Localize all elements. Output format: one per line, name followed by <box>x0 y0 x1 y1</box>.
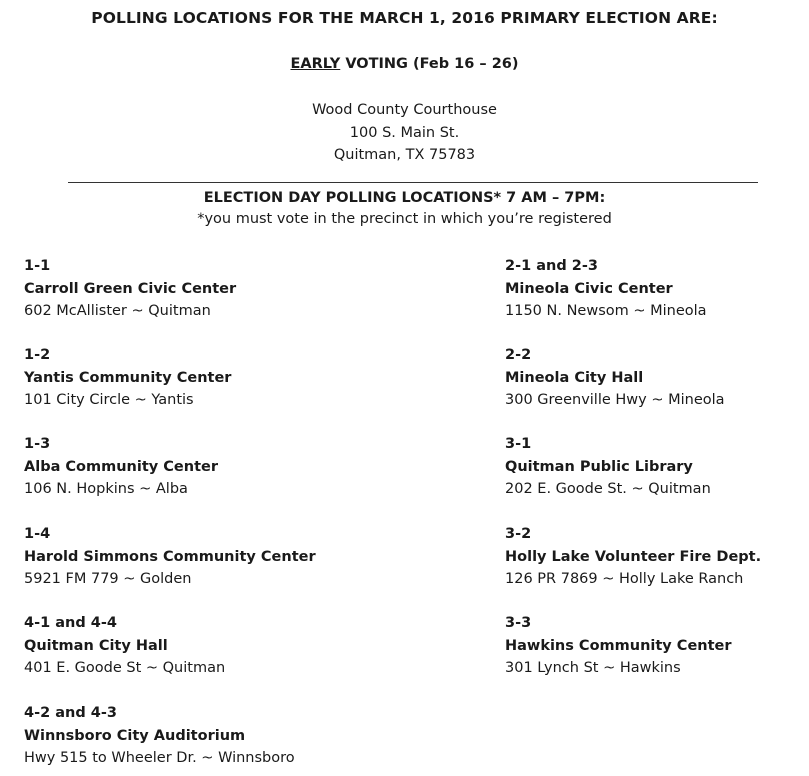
location-name: Mineola City Hall <box>505 369 644 386</box>
location-address: 101 City Circle ~ Yantis <box>24 392 194 408</box>
location-name: Carroll Green Civic Center <box>24 280 237 297</box>
location-address: 401 E. Goode St ~ Quitman <box>24 660 226 676</box>
location-block <box>24 433 218 501</box>
election-day-heading: ELECTION DAY POLLING LOCATIONS* 7 AM – 7PM: <box>203 190 606 206</box>
location-address: 106 N. Hopkins ~ Alba <box>24 481 188 497</box>
precinct-number: 1-2 <box>24 347 51 363</box>
location-address: 300 Greenville Hwy ~ Mineola <box>505 392 725 408</box>
early-voting-address <box>0 99 809 167</box>
location-address: 602 McAllister ~ Quitman <box>24 303 211 319</box>
courthouse-city: Quitman, TX 75783 <box>333 147 476 163</box>
precinct-number: 1-3 <box>24 436 51 452</box>
location-name: Quitman City Hall <box>24 637 168 654</box>
location-name: Yantis Community Center <box>24 369 232 386</box>
precinct-number: 1-4 <box>24 526 51 542</box>
location-address: 1150 N. Newsom ~ Mineola <box>505 303 707 319</box>
location-block <box>24 523 316 591</box>
location-block <box>505 523 761 591</box>
early-voting-dates: VOTING (Feb 16 – 26) <box>340 56 519 72</box>
precinct-number: 4-2 and 4-3 <box>24 705 117 721</box>
location-name: Hawkins Community Center <box>505 637 732 654</box>
precinct-number: 2-1 and 2-3 <box>505 258 598 274</box>
precinct-number: 4-1 and 4-4 <box>24 615 117 631</box>
location-name: Mineola Civic Center <box>505 280 673 297</box>
location-block <box>24 702 295 770</box>
location-block <box>24 612 225 680</box>
location-name: Winnsboro City Auditorium <box>24 727 246 744</box>
location-block <box>505 612 732 680</box>
divider <box>68 182 758 183</box>
precinct-number: 3-1 <box>505 436 532 452</box>
page-title: POLLING LOCATIONS FOR THE MARCH 1, 2016 PRIMARY ELECTION ARE: <box>91 9 718 27</box>
courthouse-street: 100 S. Main St. <box>349 124 460 141</box>
location-block <box>505 344 725 412</box>
location-name: Alba Community Center <box>24 458 218 475</box>
location-block <box>24 255 236 323</box>
location-block <box>505 255 707 323</box>
location-name: Holly Lake Volunteer Fire Dept. <box>505 548 762 565</box>
location-name: Quitman Public Library <box>505 458 693 475</box>
early-label: EARLY <box>290 56 341 72</box>
location-name: Harold Simmons Community Center <box>24 548 316 565</box>
precinct-number: 1-1 <box>24 258 51 274</box>
precinct-number: 2-2 <box>505 347 532 363</box>
location-address: 301 Lynch St ~ Hawkins <box>505 660 681 676</box>
location-block <box>505 433 711 501</box>
precinct-number: 3-3 <box>505 615 532 631</box>
election-day-note: *you must vote in the precinct in which you’re registered <box>197 211 612 227</box>
courthouse-name: Wood County Courthouse <box>312 102 497 118</box>
precinct-number: 3-2 <box>505 526 532 542</box>
location-address: Hwy 515 to Wheeler Dr. ~ Winnsboro <box>24 750 295 766</box>
location-address: 126 PR 7869 ~ Holly Lake Ranch <box>505 571 744 587</box>
early-voting-heading <box>0 56 809 72</box>
location-block <box>24 344 231 412</box>
location-address: 202 E. Goode St. ~ Quitman <box>505 481 711 497</box>
location-address: 5921 FM 779 ~ Golden <box>24 571 192 587</box>
